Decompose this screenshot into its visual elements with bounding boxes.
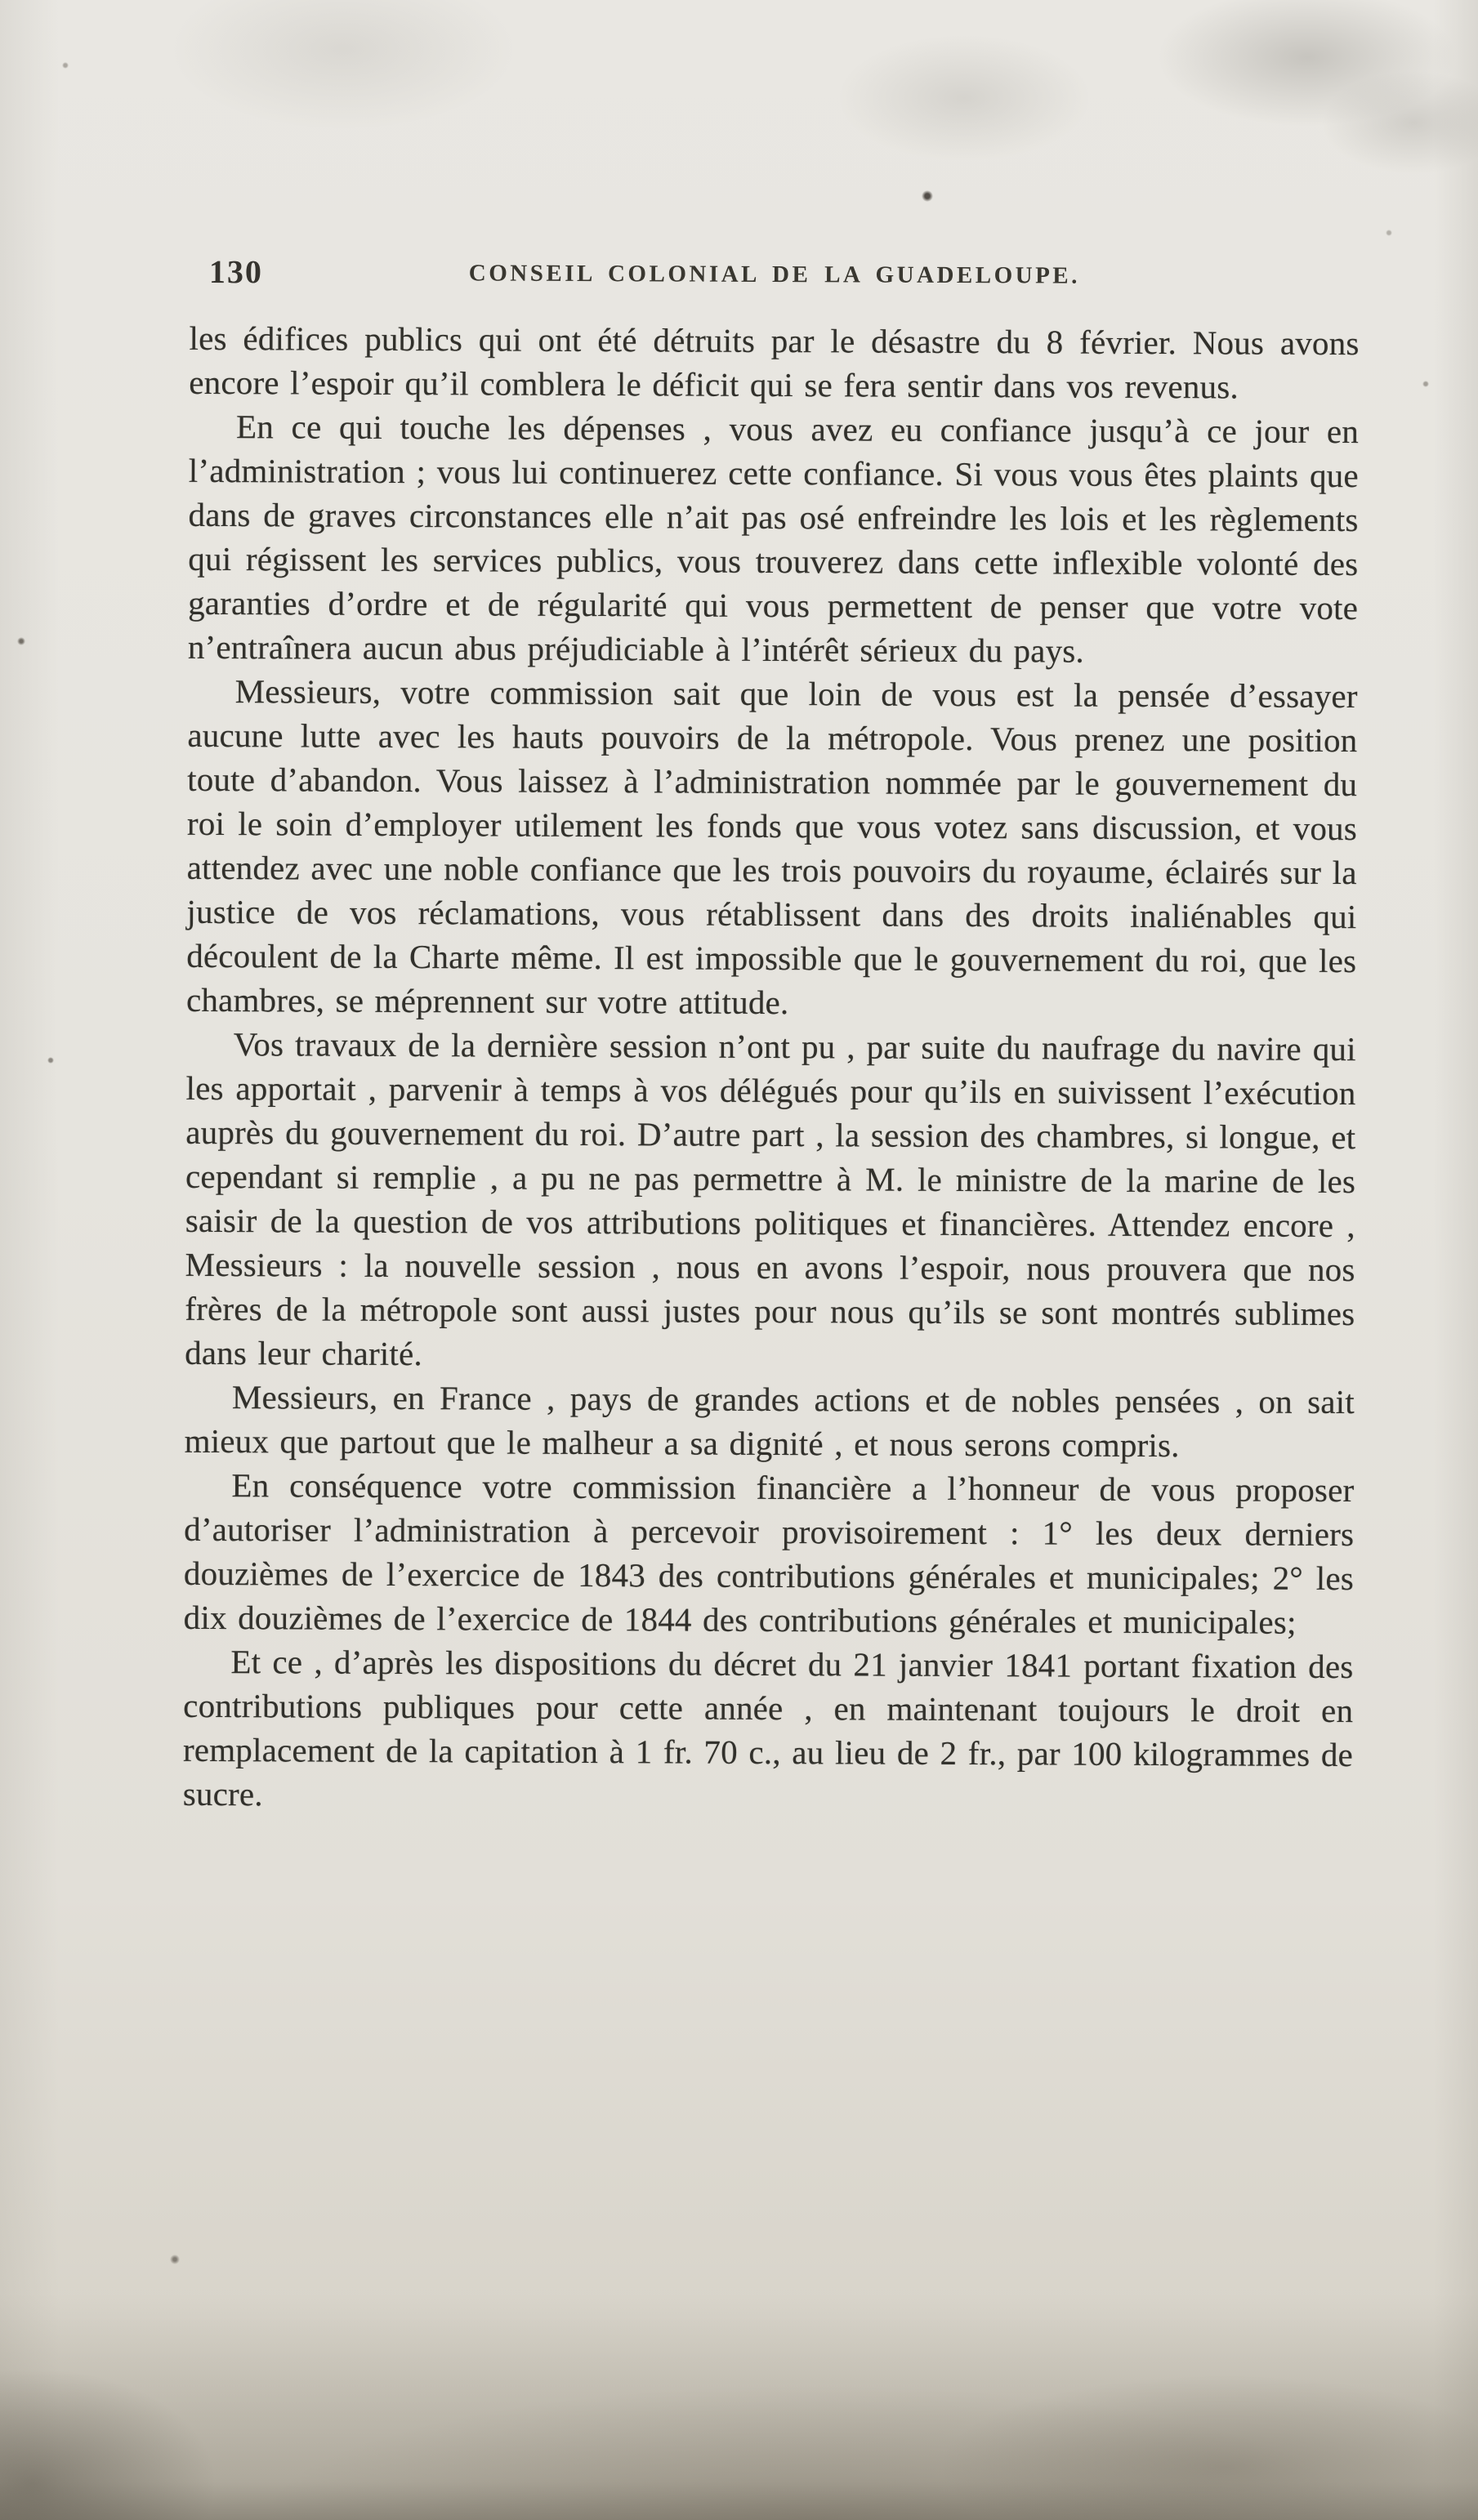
paragraph: En conséquence votre commission financière a l’honneur de vous proposer d’autoriser l’administration à percevoir provisoirement : 1° les deux derniers douzièmes de l’exercice de 1843 des contributions générales et municipales; 2° les dix douzièmes de l’exercice de 1844 des contributions générales et municipales; <box>183 1466 1355 1641</box>
paragraph: Messieurs, en France , pays de grandes actions et de nobles pensées , on sait mieux que partout que le malheur a sa dignité , et nous serons compris. <box>184 1378 1355 1465</box>
paragraph: En ce qui touche les dépenses , vous avez eu confiance jusqu’à ce jour en l’administration ; vous lui continuerez cette confiance. Si vous vous êtes plaints que dans de graves circonstances elle n’ait pas osé enfreindre les lois et les règlements qui régissent les services publics, vous trouverez dans cette inflexible volonté des garanties d’ordre et de régularité qui vous permettent de penser que votre vote n’entraînera aucun abus préjudiciable à l’intérêt sérieux du pays. <box>187 408 1360 670</box>
page-content <box>183 252 1360 1821</box>
running-header: CONSEIL COLONIAL DE LA GUADELOUPE. <box>468 260 1081 289</box>
page-text <box>183 316 1360 1821</box>
paragraph: Et ce , d’après les dispositions du décret du 21 janvier 1841 portant fixation des contributions publiques pour cette année , en maintenant toujours le droit en remplacement de la capitation à 1 fr. 70 c., au lieu de 2 fr., par 100 kilogrammes de sucre. <box>182 1643 1354 1813</box>
page-number: 130 <box>208 252 264 291</box>
paragraph: Vos travaux de la dernière session n’ont pu , par suite du naufrage du navire qui les apportait , parvenir à temps à vos délégués pour qu’ils en suivissent l’exécution auprès du gouvernement du roi. D’autre part , la session des chambres, si longue, et cependant si remplie , a pu ne pas permettre à M. le ministre de la marine de les saisir de la question de vos attributions politiques et financières. Attendez encore , Messieurs : la nouvelle session , nous en avons l’espoir, nous prouvera que nos frères de la métropole sont aussi justes pour nous qu’ils se sont montrés sublimes dans leur charité. <box>185 1025 1356 1373</box>
page-header-row <box>190 252 1360 310</box>
paragraph: Messieurs, votre commission sait que loin de vous est la pensée d’essayer aucune lutte avec les hauts pouvoirs de la métropole. Vous prenez une position toute d’abandon. Vous laissez à l’administration nommée par le gouvernement du roi le soin d’employer utilement les fonds que vous votez sans discussion, et vous attendez avec une noble confiance que les trois pouvoirs du royaume, éclairés sur la justice de vos réclamations, vous rétablissent dans des droits inaliénables qui découlent de la Charte même. Il est impossible que le gouvernement du roi, que les chambres, se méprennent sur votre attitude. <box>185 672 1358 1022</box>
paragraph: les édifices publics qui ont été détruits par le désastre du 8 février. Nous avons encore l’espoir qu’il comblera le déficit qui se fera sentir dans vos revenus. <box>189 319 1360 406</box>
